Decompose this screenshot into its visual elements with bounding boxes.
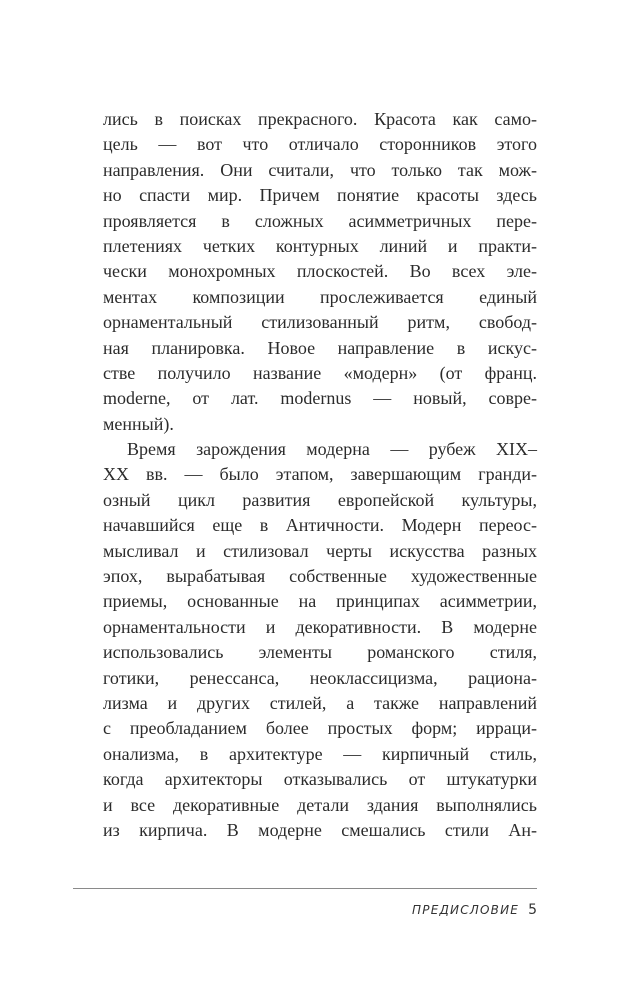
text-line: лись в поисках прекрасного. Красота как само- [103,109,537,129]
text-line: мысливал и стилизовал черты искусства разных [103,540,537,561]
footer-rule [73,888,537,889]
paragraph-2 [103,437,537,843]
section-title: ПРЕДИСЛОВИЕ [412,903,520,917]
text-line: менный). [103,413,174,434]
text-line: озный цикл развития европейской культуры, [103,489,537,510]
text-line: когда архитекторы отказывались от штукатурки [103,769,537,790]
text-line: ная планировка. Новое направление в искус- [103,337,537,358]
text-line: чески монохромных плоскостей. Во всех эле- [103,261,537,282]
text-line: лизма и других стилей, а также направлений [103,692,537,713]
text-line: ментах композиции прослеживается единый [103,286,537,307]
text-line: с преобладанием более простых форм; ирраци- [103,718,537,739]
page-number: 5 [528,902,537,918]
text-line: и все декоративные детали здания выполнялись [103,794,537,815]
paragraph-1 [103,107,537,437]
text-line: стве получило название «модерн» (от франц. [103,362,537,383]
text-line: орнаментальности и декоративности. В модерне [103,616,537,637]
text-line: но спасти мир. Причем понятие красоты здесь [103,185,537,206]
text-line: онализма, в архитектуре — кирпичный стиль, [103,743,537,764]
text-line: плетениях четких контурных линий и практи- [103,235,537,256]
text-line: XX вв. — было этапом, завершающим гранди- [103,464,537,485]
text-line: из кирпича. В модерне смешались стили Ан- [103,819,537,840]
text-line: направления. Они считали, что только так мож- [103,159,537,180]
text-line: moderne, от лат. modernus — новый, совре- [103,388,537,409]
text-line: орнаментальный стилизованный ритм, свобод- [103,312,537,333]
text-line: проявляется в сложных асимметричных пере- [103,210,537,231]
text-line: использовались элементы романского стиля, [103,642,537,663]
text-line: цель — вот что отличало сторонников этого [103,134,537,155]
text-line: начавшийся еще в Античности. Модерн переос- [103,515,537,536]
text-line: эпох, вырабатывая собственные художественные [103,566,537,587]
running-footer [412,902,537,918]
body-text [103,107,537,843]
text-line: готики, ренессанса, неоклассицизма, рациона- [103,667,537,688]
text-line: приемы, основанные на принципах асимметрии, [103,591,537,612]
text-line: Время зарождения модерна — рубеж XIX– [127,439,537,460]
